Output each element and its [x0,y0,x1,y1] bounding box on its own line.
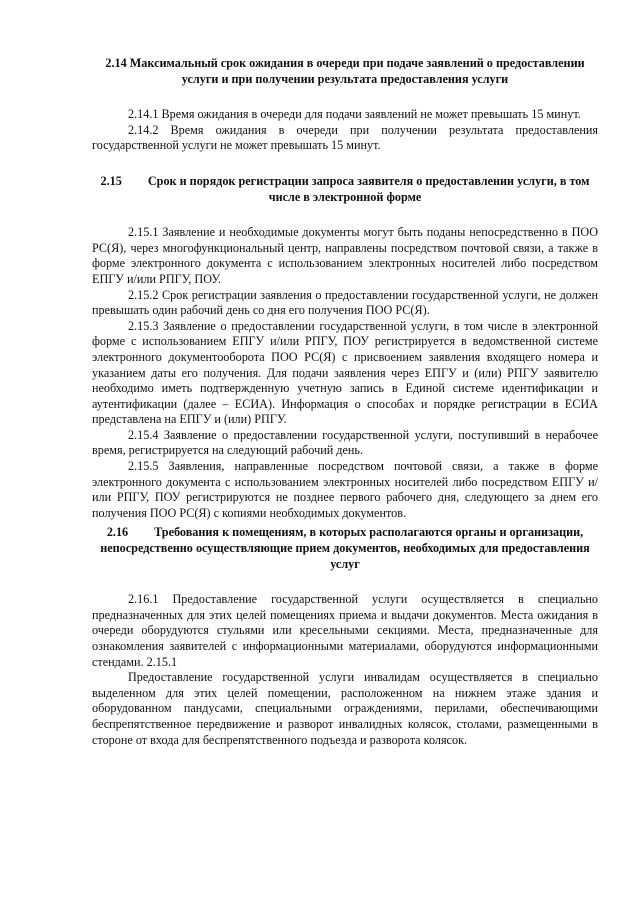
section-2-16-title: Требования к помещениям, в которых располагаются органы и организации, непосредственно осуществляющие прием документов, необходимых для предоставления услуг [100,525,590,571]
paragraph-2-16-accessibility: Предоставление государственной услуги инвалидам осуществляется в специально выделенном для этих целей помещении, расположенном на нижнем этаже здания и оборудованном пандусами, специальными ограждениями, перилами, обеспечивающими беспрепятственное передвижение и разворот инвалидных колясок, столами, размещенными в стороне от входа для беспрепятственного подъезда и разворота колясок. [92,670,598,747]
paragraph-2-16-1: 2.16.1 Предоставление государственной услуги осуществляется в специально предназначенных для этих целей помещениях приема и выдачи документов. Места ожидания в очереди оборудуются стульями или кресельными секциями. Места, предназначенные для ознакомления заявителей с информационными материалами, оборудуются информационными стендами. 2.15.1 [92,592,598,669]
paragraph-2-15-3: 2.15.3 Заявление о предоставлении государственной услуги, в том числе в электронной форме с использованием ЕПГУ и/или РПГУ, ПОУ регистрируется в ведомственной системе электронного документооборота ПОО РС(Я) с присвоением заявления входящего номера и указанием даты его получения. Для подачи заявления через ЕПГУ и (или) РПГУ заявителю необходимо иметь подтвержденную учетную запись в Единой системе идентификации и аутентификации (далее – ЕСИА). Информация о способах и порядке регистрации в ЕСИА представлена на ЕПГУ и (или) РПГУ. [92,318,598,427]
section-2-14-heading: 2.14 Максимальный срок ожидания в очереди при подаче заявлений о предоставлении услуги и при получении результата предоставления услуги [105,56,585,86]
paragraph-2-15-4: 2.15.4 Заявление о предоставлении государственной услуги, поступивший в нерабочее время, регистрируется на следующий рабочий день. [92,427,598,458]
section-2-16-heading [92,525,598,572]
paragraph-2-15-1: 2.15.1 Заявление и необходимые документы могут быть поданы непосредственно в ПОО РС(Я), через многофункциональный центр, направлены посредством почтовой связи, а также в форме электронного документа с использованием электронных носителей либо посредством ЕПГУ и/или РПГУ, ПОУ. [92,225,598,286]
section-2-15-title: Срок и порядок регистрации запроса заявителя о предоставлении услуги, в том числе в электронной форме [147,173,590,204]
document-page [92,56,598,748]
paragraph-2-14-2: 2.14.2 Время ожидания в очереди при получении результата предоставления государственной услуги не может превышать 15 минут. [92,122,598,153]
paragraph-2-15-2: 2.15.2 Срок регистрации заявления о предоставлении государственной услуги, не должен превышать один рабочий день со дня его получения ПОО РС(Я). [92,287,598,318]
section-2-16-number: 2.16 [106,525,129,540]
paragraph-2-14-1: 2.14.1 Время ожидания в очереди для подачи заявлений не может превышать 15 минут. [128,107,581,122]
paragraph-2-15-5: 2.15.5 Заявления, направленные посредством почтовой связи, а также в форме электронного документа с использованием электронных носителей либо посредством ЕПГУ и/или РПГУ, ПОУ регистрируются не позднее первого рабочего дня, следующего за днем его получения ПОО РС(Я) с копиями необходимых документов. [92,459,598,520]
section-2-15-heading [92,174,598,205]
section-2-15-number: 2.15 [100,173,122,188]
